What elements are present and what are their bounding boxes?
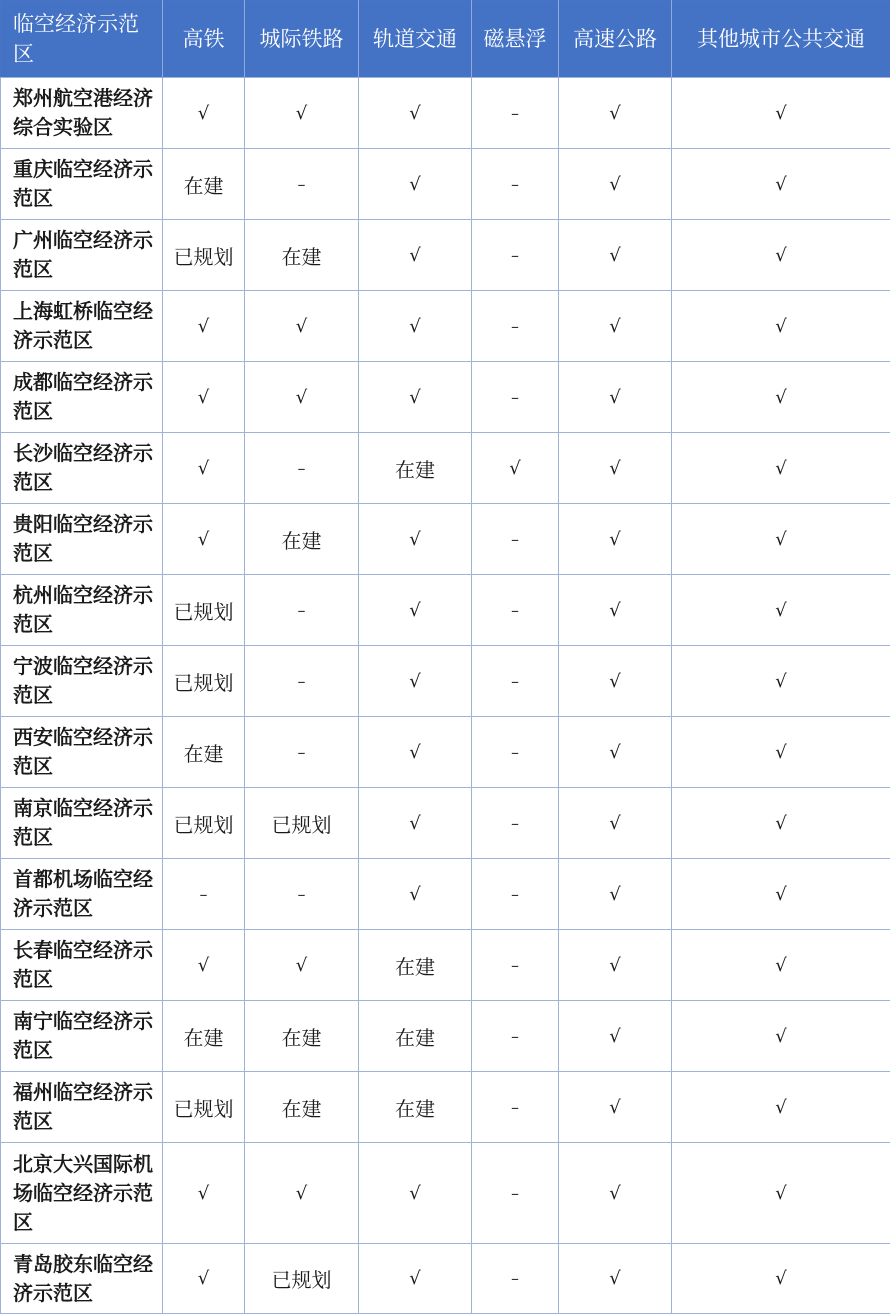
- status-cell: √: [163, 1143, 245, 1244]
- status-cell: –: [245, 433, 359, 504]
- status-cell: 已规划: [163, 788, 245, 859]
- status-cell: 已规划: [163, 1072, 245, 1143]
- status-cell: –: [245, 646, 359, 717]
- status-cell: √: [672, 1001, 890, 1072]
- status-cell: √: [559, 788, 672, 859]
- status-cell: 在建: [163, 149, 245, 220]
- zone-name-cell: 南京临空经济示范区: [1, 788, 163, 859]
- zone-name-cell: 成都临空经济示范区: [1, 362, 163, 433]
- status-cell: √: [163, 291, 245, 362]
- status-cell: √: [559, 504, 672, 575]
- status-cell: √: [672, 646, 890, 717]
- status-cell: –: [472, 220, 559, 291]
- table-row: [1, 788, 890, 859]
- status-cell: √: [359, 575, 472, 646]
- status-cell: –: [472, 859, 559, 930]
- zone-name-cell: 首都机场临空经济示范区: [1, 859, 163, 930]
- status-cell: √: [672, 717, 890, 788]
- status-cell: √: [672, 930, 890, 1001]
- status-cell: √: [672, 291, 890, 362]
- status-cell: 已规划: [163, 575, 245, 646]
- table-row: [1, 1072, 890, 1143]
- status-cell: –: [472, 1001, 559, 1072]
- status-cell: √: [559, 1143, 672, 1244]
- status-cell: 在建: [163, 717, 245, 788]
- header-intercity-rail: 城际铁路: [245, 1, 359, 78]
- status-cell: √: [559, 78, 672, 149]
- status-cell: √: [672, 575, 890, 646]
- status-cell: √: [359, 149, 472, 220]
- status-cell: √: [559, 1244, 672, 1314]
- status-cell: √: [163, 504, 245, 575]
- status-cell: –: [472, 646, 559, 717]
- status-cell: √: [359, 717, 472, 788]
- table-row: [1, 1143, 890, 1244]
- status-cell: √: [672, 859, 890, 930]
- zone-name-cell: 长沙临空经济示范区: [1, 433, 163, 504]
- table-row: [1, 362, 890, 433]
- status-cell: 在建: [359, 1072, 472, 1143]
- status-cell: –: [472, 149, 559, 220]
- table-row: [1, 149, 890, 220]
- header-high-speed-rail: 高铁: [163, 1, 245, 78]
- status-cell: √: [472, 433, 559, 504]
- table-body: [1, 78, 890, 1314]
- header-expressway: 高速公路: [559, 1, 672, 78]
- status-cell: –: [472, 1244, 559, 1314]
- table-row: [1, 575, 890, 646]
- status-cell: –: [472, 575, 559, 646]
- status-cell: 已规划: [163, 646, 245, 717]
- status-cell: 在建: [245, 504, 359, 575]
- status-cell: 在建: [359, 930, 472, 1001]
- status-cell: √: [672, 1143, 890, 1244]
- status-cell: √: [672, 362, 890, 433]
- status-cell: √: [559, 1001, 672, 1072]
- table-row: [1, 78, 890, 149]
- status-cell: 在建: [163, 1001, 245, 1072]
- status-cell: –: [472, 291, 559, 362]
- zone-name-cell: 杭州临空经济示范区: [1, 575, 163, 646]
- status-cell: √: [359, 788, 472, 859]
- status-cell: √: [163, 930, 245, 1001]
- table-row: [1, 1244, 890, 1314]
- status-cell: √: [359, 859, 472, 930]
- status-cell: 在建: [359, 1001, 472, 1072]
- status-cell: –: [472, 717, 559, 788]
- status-cell: √: [559, 859, 672, 930]
- status-cell: √: [672, 1072, 890, 1143]
- status-cell: –: [245, 149, 359, 220]
- status-cell: √: [359, 504, 472, 575]
- zone-name-cell: 福州临空经济示范区: [1, 1072, 163, 1143]
- status-cell: √: [559, 717, 672, 788]
- status-cell: √: [163, 1244, 245, 1314]
- table-row: [1, 433, 890, 504]
- table-row: [1, 504, 890, 575]
- status-cell: √: [559, 362, 672, 433]
- zone-name-cell: 贵阳临空经济示范区: [1, 504, 163, 575]
- status-cell: √: [359, 362, 472, 433]
- status-cell: –: [245, 717, 359, 788]
- status-cell: √: [245, 78, 359, 149]
- status-cell: √: [559, 220, 672, 291]
- status-cell: √: [672, 220, 890, 291]
- status-cell: √: [672, 78, 890, 149]
- status-cell: √: [163, 433, 245, 504]
- status-cell: 已规划: [245, 788, 359, 859]
- status-cell: √: [559, 433, 672, 504]
- table-row: [1, 1001, 890, 1072]
- status-cell: √: [245, 362, 359, 433]
- header-maglev: 磁悬浮: [472, 1, 559, 78]
- status-cell: √: [559, 149, 672, 220]
- table-row: [1, 291, 890, 362]
- status-cell: –: [472, 362, 559, 433]
- status-cell: –: [472, 930, 559, 1001]
- header-zone: 临空经济示范区: [1, 1, 163, 78]
- status-cell: 在建: [245, 1072, 359, 1143]
- status-cell: √: [672, 149, 890, 220]
- status-cell: √: [359, 1143, 472, 1244]
- header-row: [1, 1, 890, 78]
- status-cell: √: [559, 646, 672, 717]
- status-cell: √: [245, 291, 359, 362]
- status-cell: √: [559, 291, 672, 362]
- status-cell: –: [245, 859, 359, 930]
- table-row: [1, 717, 890, 788]
- zone-name-cell: 上海虹桥临空经济示范区: [1, 291, 163, 362]
- status-cell: 在建: [245, 1001, 359, 1072]
- zone-name-cell: 宁波临空经济示范区: [1, 646, 163, 717]
- status-cell: √: [359, 78, 472, 149]
- status-cell: 在建: [245, 220, 359, 291]
- zone-name-cell: 北京大兴国际机场临空经济示范区: [1, 1143, 163, 1244]
- status-cell: –: [472, 78, 559, 149]
- table-row: [1, 930, 890, 1001]
- status-cell: –: [472, 788, 559, 859]
- status-cell: √: [359, 220, 472, 291]
- status-cell: 已规划: [163, 220, 245, 291]
- status-cell: –: [245, 575, 359, 646]
- table-row: [1, 859, 890, 930]
- status-cell: √: [163, 78, 245, 149]
- status-cell: √: [359, 646, 472, 717]
- table-row: [1, 646, 890, 717]
- zone-name-cell: 西安临空经济示范区: [1, 717, 163, 788]
- status-cell: √: [163, 362, 245, 433]
- zone-name-cell: 长春临空经济示范区: [1, 930, 163, 1001]
- status-cell: √: [559, 930, 672, 1001]
- status-cell: √: [672, 433, 890, 504]
- status-cell: –: [472, 1072, 559, 1143]
- status-cell: 已规划: [245, 1244, 359, 1314]
- status-cell: √: [359, 291, 472, 362]
- table-row: [1, 220, 890, 291]
- zone-name-cell: 南宁临空经济示范区: [1, 1001, 163, 1072]
- zone-name-cell: 广州临空经济示范区: [1, 220, 163, 291]
- status-cell: 在建: [359, 433, 472, 504]
- status-cell: √: [672, 1244, 890, 1314]
- status-cell: √: [672, 788, 890, 859]
- status-cell: √: [559, 575, 672, 646]
- zone-name-cell: 重庆临空经济示范区: [1, 149, 163, 220]
- zone-name-cell: 青岛胶东临空经济示范区: [1, 1244, 163, 1314]
- status-cell: √: [245, 930, 359, 1001]
- header-rail-transit: 轨道交通: [359, 1, 472, 78]
- status-cell: –: [163, 859, 245, 930]
- zone-name-cell: 郑州航空港经济综合实验区: [1, 78, 163, 149]
- header-other-public-transport: 其他城市公共交通: [672, 1, 890, 78]
- status-cell: √: [559, 1072, 672, 1143]
- status-cell: √: [672, 504, 890, 575]
- status-cell: –: [472, 504, 559, 575]
- status-cell: –: [472, 1143, 559, 1244]
- status-cell: √: [245, 1143, 359, 1244]
- status-cell: √: [359, 1244, 472, 1314]
